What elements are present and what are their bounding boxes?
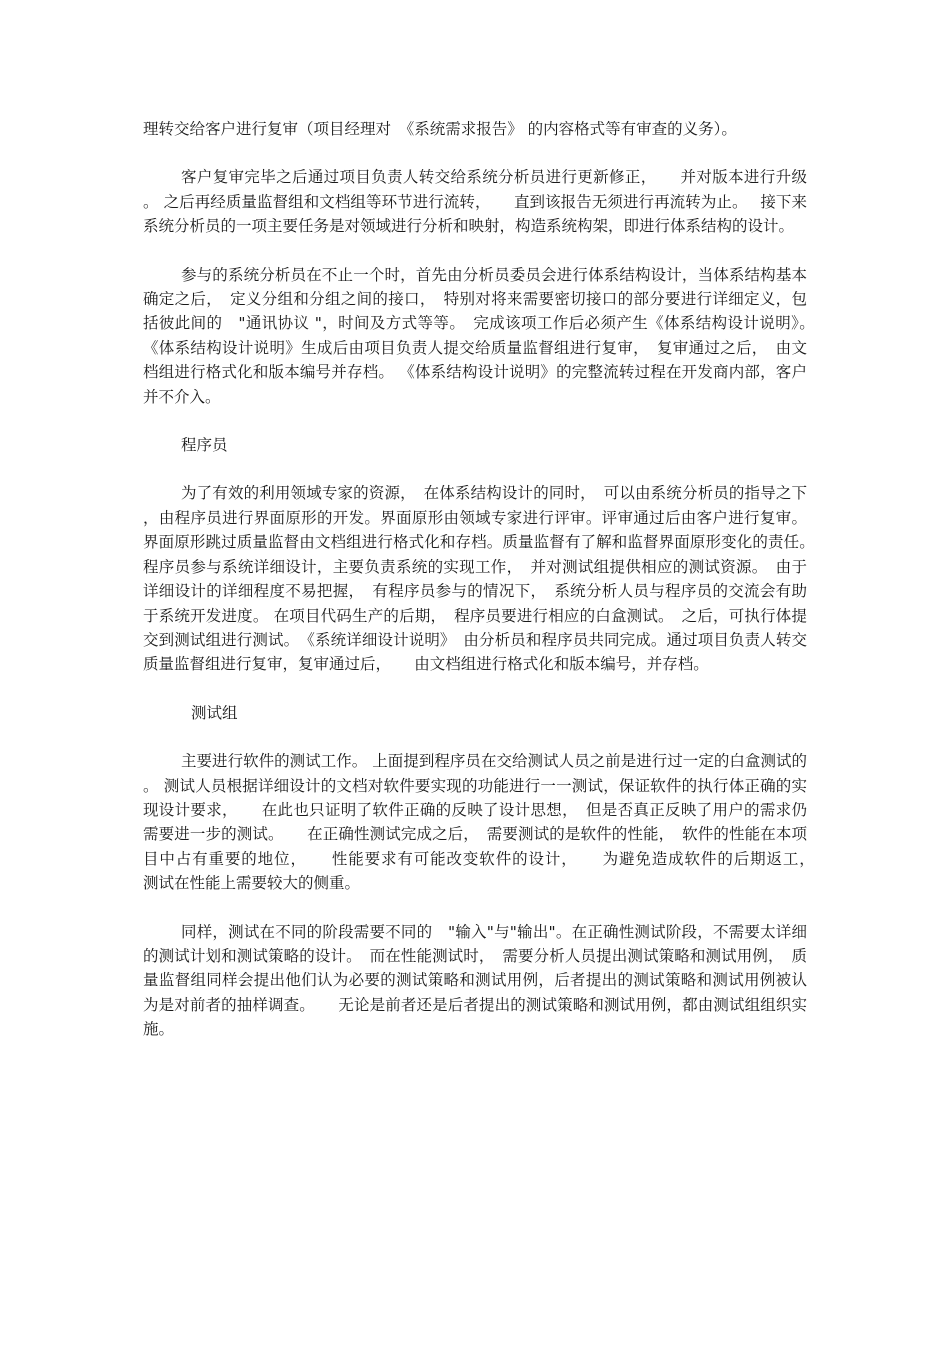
paragraph-testing-stages: 同样，测试在不同的阶段需要不同的 "输入"与"输出"。在正确性测试阶段，不需要太详细的测试计划和测试策略的设计。 而在性能测试时， 需要分析人员提出测试策略和测试用例， 质量监督组同样会提出他们认为必要的测试策略和测试用例，后者提出的测试策略和测试用例被认为是对前者的抽样调查。 无论是前者还是后者提出的测试策略和测试用例，都由测试组组织实施。 bbox=[143, 922, 807, 1039]
section-heading-programmer: 程序员 bbox=[181, 436, 228, 455]
section-heading-test-group: 测试组 bbox=[191, 703, 238, 722]
paragraph-review-continuation: 理转交给客户进行复审（项目经理对 《系统需求报告》 的内容格式等有审查的义务）。 bbox=[143, 120, 737, 138]
paragraph-programmer-role: 为了有效的利用领域专家的资源， 在体系结构设计的同时， 可以由系统分析员的指导之下，由程序员进行界面原形的开发。界面原形由领域专家进行评审。评审通过后由客户进行复审。界面原形跳过质量监督由文档组进行格式化和存档。质量监督有了解和监督界面原形变化的责任。 程序员参与系统详细设计，主要负责系统的实现工作， 并对测试组提供相应的测试资源。 由于详细设计的详细程度不易把握， 有程序员参与的情况下， 系统分析人员与程序员的交流会有助于系统开发进度。 在项目代码生产的后期， 程序员要进行相应的白盒测试。 之后，可执行体提交到测试组进行测试。 《系统详细设计说明》 由分析员和程序员共同完成。通过项目负责人转交质量监督组进行复审，复审通过后， 由文档组进行格式化和版本编号，并存档。 bbox=[143, 484, 839, 674]
paragraph-customer-review: 客户复审完毕之后通过项目负责人转交给系统分析员进行更新修正， 并对版本进行升级。 之后再经质量监督组和文档组等环节进行流转， 直到该报告无须进行再流转为止。 接下来系统分析员的一项主要任务是对领域进行分析和映射，构造系统构架，即进行体系结构的设计。 bbox=[143, 168, 807, 236]
paragraph-architecture-design: 参与的系统分析员在不止一个时，首先由分析员委员会进行体系结构设计，当体系结构基本确定之后， 定义分组和分组之间的接口， 特别对将来需要密切接口的部分要进行详细定义，包括彼此间的 "通讯协议 "，时间及方式等等。 完成该项工作后必须产生《体系结构设计说明》。 《体系结构设计说明》生成后由项目负责人提交给质量监督组进行复审， 复审通过之后， 由文档组进行格式化和版本编号并存档。 《体系结构设计说明》的完整流转过程在开发商内部，客户并不介入。 bbox=[143, 265, 823, 406]
paragraph-testing-work: 主要进行软件的测试工作。 上面提到程序员在交给测试人员之前是进行过一定的白盒测试的。 测试人员根据详细设计的文档对软件要实现的功能进行一一测试，保证软件的执行体正确的实现设计要求， 在此也只证明了软件正确的反映了设计思想， 但是否真正反映了用户的需求仍需要进一步的测试。 在正确性测试完成之后， 需要测试的是软件的性能， 软件的性能在本项目中占有重要的地位， 性能要求有可能改变软件的设计， 为避免造成软件的后期返工， 测试在性能上需要较大的侧重。 bbox=[143, 752, 839, 893]
document-body bbox=[143, 117, 839, 1066]
